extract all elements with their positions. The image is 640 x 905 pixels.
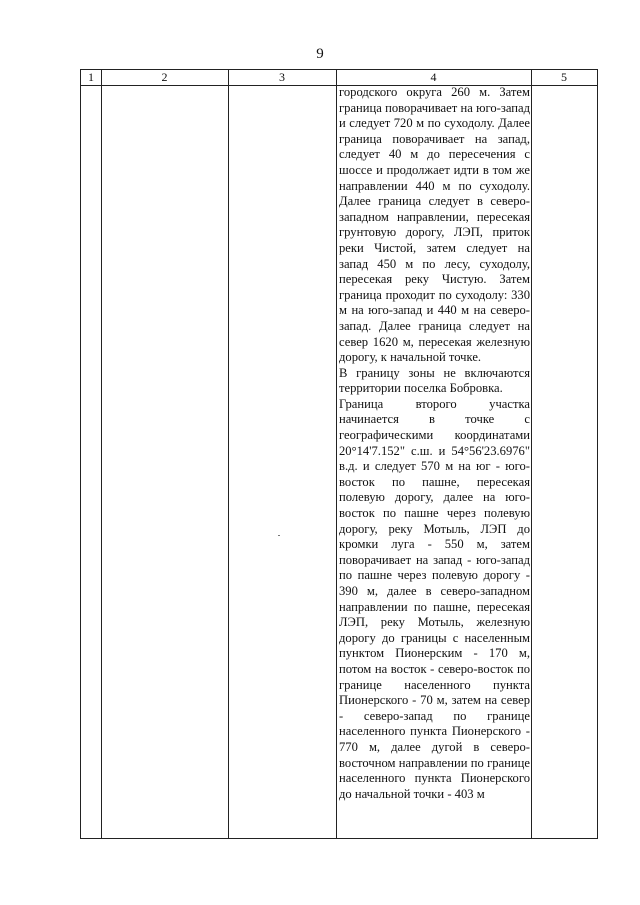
- column-divider: [336, 70, 337, 838]
- column-header-1: 1: [88, 70, 94, 84]
- column-header-2: 2: [161, 70, 168, 84]
- column-divider: [531, 70, 532, 838]
- scan-mark: [278, 535, 280, 536]
- column-header-4: 4: [430, 70, 437, 84]
- boundary-table: [80, 69, 598, 839]
- boundary-paragraph: городского округа 260 м. Затем граница поворачивает на юго-запад и следует 720 м по суходолу. Далее граница поворачивает на запад, следует 40 м до пересечения с шоссе и продолжает идти в том же направлении 440 м по суходолу. Далее граница следует в северо-западном направлении, пересекая грунтовую дорогу, ЛЭП, приток реки Чистой, затем следует на запад 450 м по лесу, суходолу, пересекая реку Чистую. Затем граница проходит по суходолу: 330 м на юго-запад и 440 м на северо-запад. Далее граница следует на север 1620 м, пересекая железную дорогу, к начальной точке.: [339, 85, 530, 365]
- column-divider: [101, 70, 102, 838]
- column-header-3: 3: [279, 70, 285, 84]
- page-number: 9: [316, 46, 324, 62]
- column-header-5: 5: [561, 70, 567, 84]
- boundary-description-cell: [339, 85, 530, 802]
- boundary-paragraph: Граница второго участка начинается в точке с географическими координатами 20°14'7.152" с.ш. и 54°56'23.6976" в.д. и следует 570 м на юг - юго-восток по пашне, пересекая полевую дорогу, далее на юго-восток по пашне через полевую дорогу, реку Мотыль, ЛЭП до кромки луга - 550 м, затем поворачивает на запад - юго-запад по пашне через полевую дорогу - 390 м, далее в северо-западном направлении по пашне, пересекая ЛЭП, реку Мотыль, железную дорогу до границы с населенным пунктом Пионерским - 170 м, потом на восток - северо-восток по границе населенного пункта Пионерского - 70 м, затем на север - северо-запад по границе населенного пункта Пионерского - 770 м, далее дугой в северо-восточном направлении по границе населенного пункта Пионерского до начальной точки - 403 м: [339, 396, 530, 801]
- boundary-paragraph: В границу зоны не включаются территории поселка Бобровка.: [339, 365, 530, 396]
- column-divider: [228, 70, 229, 838]
